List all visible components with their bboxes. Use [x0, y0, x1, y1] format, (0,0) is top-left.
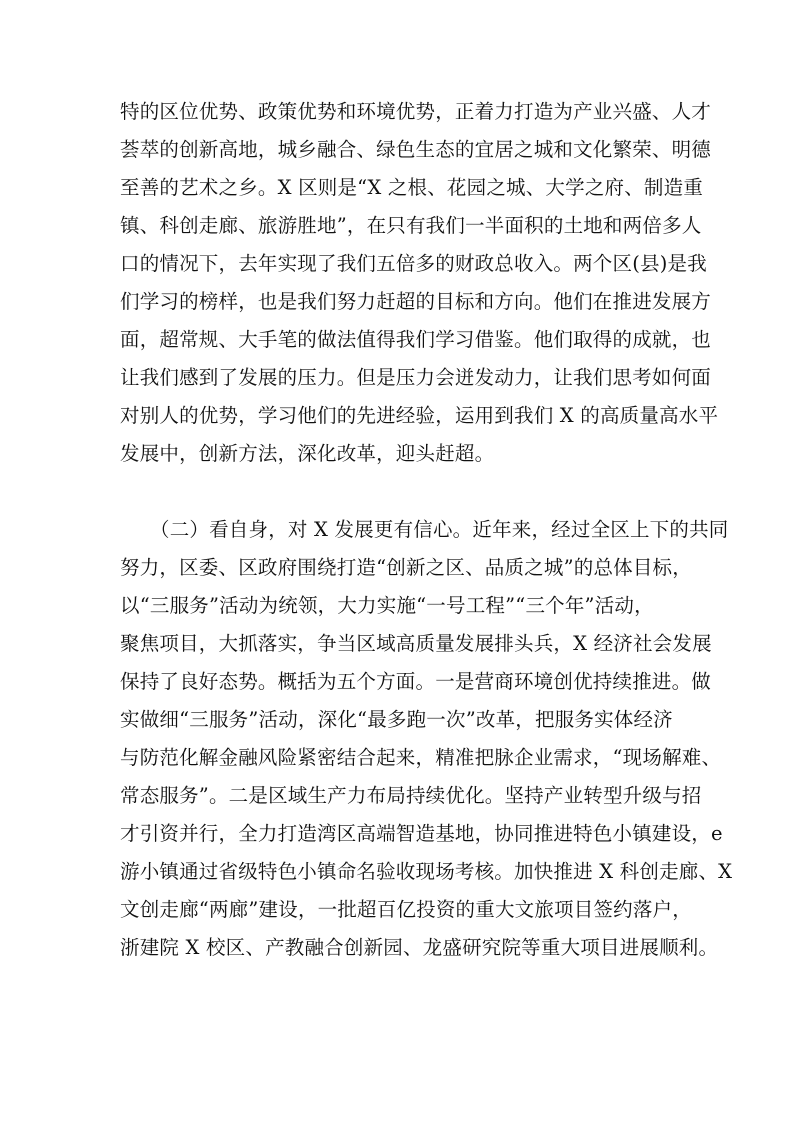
text-line: 常态服务”。二是区域生产力布局持续优化。坚持产业转型升级与招 — [120, 784, 702, 807]
text-line: 们学习的榜样，也是我们努力赶超的目标和方向。他们在推进发展方 — [120, 290, 712, 313]
text-line: 才引资并行，全力打造湾区高端智造基地，协同推进特色小镇建设，e — [120, 822, 723, 845]
text-line: 荟萃的创新高地，城乡融合、绿色生态的宜居之城和文化繁荣、明德 — [120, 138, 712, 161]
text-line: 镇、科创走廊、旅游胜地”，在只有我们一半面积的土地和两倍多人 — [120, 214, 702, 237]
text-line: 以“三服务”活动为统领，大力实施“一号工程”“三个年”活动， — [120, 594, 654, 617]
text-line: 面，超常规、大手笔的做法值得我们学习借鉴。他们取得的成就，也 — [120, 328, 712, 351]
text-line: 浙建院 X 校区、产教融合创新园、龙盛研究院等重大项目进展顺利。 — [120, 936, 719, 959]
text-line: 实做细“三服务”活动，深化“最多跑一次”改革，把服务实体经济 — [120, 708, 673, 731]
text-line: 口的情况下，去年实现了我们五倍多的财政总收入。两个区(县)是我 — [120, 252, 707, 275]
text-line: 特的区位优势、政策优势和环境优势，正着力打造为产业兴盛、人才 — [120, 100, 712, 123]
text-line: 至善的艺术之乡。X 区则是“X 之根、花园之城、大学之府、制造重 — [120, 176, 704, 199]
text-line: 对别人的优势，学习他们的先进经验，运用到我们 X 的高质量高水平 — [120, 404, 719, 427]
text-line: 文创走廊“两廊”建设，一批超百亿投资的重大文旅项目签约落户， — [120, 898, 692, 921]
text-line: 发展中，创新方法，深化改革，迎头赶超。 — [120, 442, 495, 465]
text-line: 聚焦项目，大抓落实，争当区域高质量发展排头兵，X 经济社会发展 — [120, 632, 712, 655]
text-line: 努力，区委、区政府围绕打造“创新之区、品质之城”的总体目标， — [120, 556, 692, 579]
text-line: （二）看自身，对 X 发展更有信心。近年来，经过全区上下的共同 — [150, 518, 729, 541]
text-line: 保持了良好态势。概括为五个方面。一是营商环境创优持续推进。做 — [120, 670, 712, 693]
text-line: 与防范化解金融风险紧密结合起来，精准把脉企业需求，“现场解难、 — [120, 746, 722, 769]
text-line: 让我们感到了发展的压力。但是压力会迸发动力，让我们思考如何面 — [120, 366, 712, 389]
text-line: 游小镇通过省级特色小镇命名验收现场考核。加快推进 X 科创走廊、X — [120, 860, 733, 883]
